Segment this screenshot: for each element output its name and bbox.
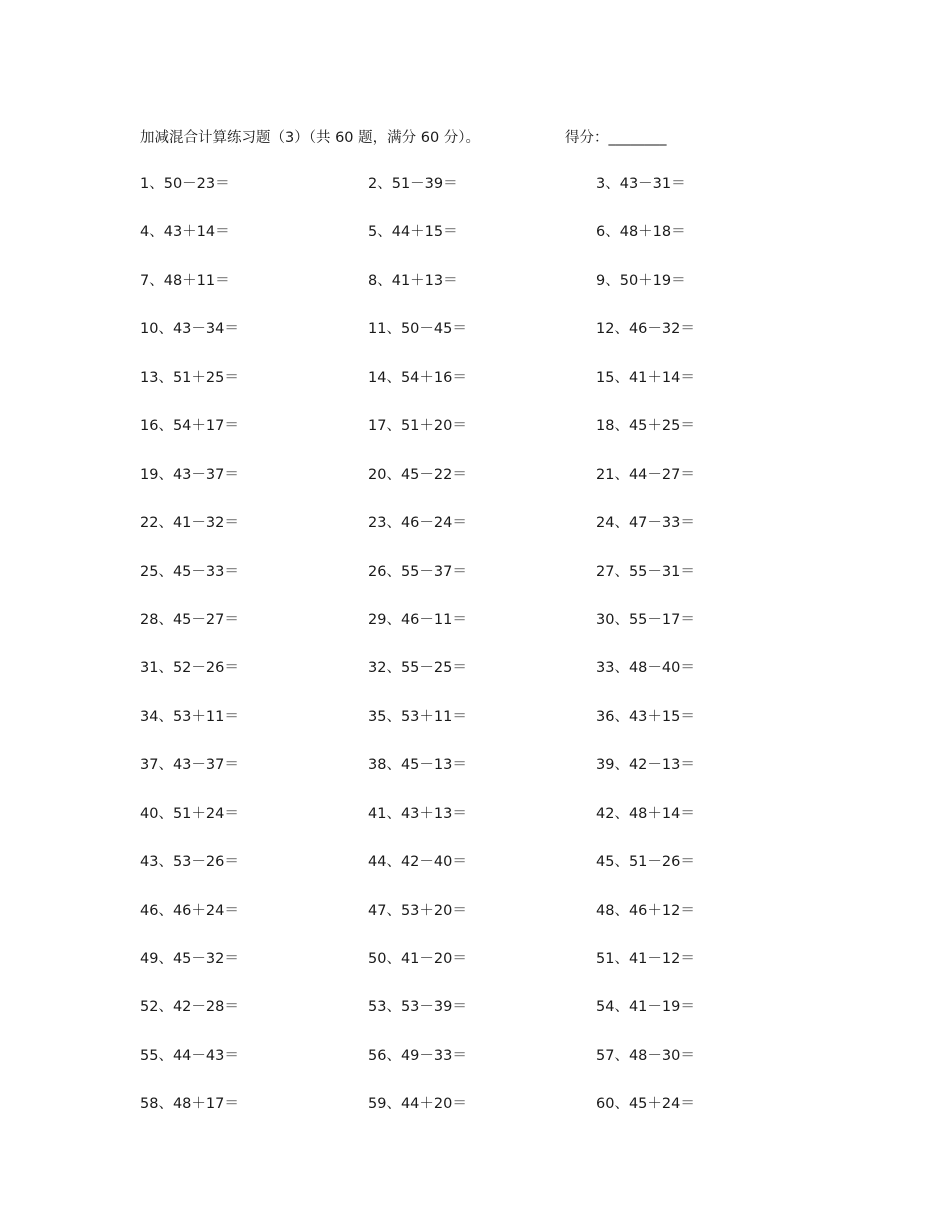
problem-item: 13、51＋25＝ [140,369,239,386]
problem-item: 15、41＋14＝ [596,369,695,386]
problem-item: 12、46－32＝ [596,321,695,338]
problem-item: 17、51＋20＝ [368,418,467,435]
problem-item: 37、43－37＝ [140,757,239,774]
problem-item: 5、44＋15＝ [368,224,458,241]
problem-item: 16、54＋17＝ [140,418,239,435]
problem-item: 32、55－25＝ [368,660,467,677]
problem-item: 47、53＋20＝ [368,902,467,919]
problem-item: 27、55－31＝ [596,563,695,580]
problem-item: 45、51－26＝ [596,854,695,871]
problem-item: 21、44－27＝ [596,466,695,483]
problem-item: 33、48－40＝ [596,660,695,677]
problem-item: 3、43－31＝ [596,176,686,192]
problem-item: 30、55－17＝ [596,611,695,628]
problem-item: 40、51＋24＝ [140,805,239,822]
problem-item: 18、45＋25＝ [596,418,695,435]
problem-item: 54、41－19＝ [596,999,695,1016]
problem-item: 20、45－22＝ [368,466,467,483]
problem-item: 26、55－37＝ [368,563,467,580]
problem-item: 42、48＋14＝ [596,805,695,822]
problem-item: 19、43－37＝ [140,466,239,483]
problem-item: 36、43＋15＝ [596,708,695,725]
problem-item: 50、41－20＝ [368,951,467,967]
problem-item: 10、43－34＝ [140,321,239,338]
problem-item: 48、46＋12＝ [596,902,695,919]
score-field: 得分：________ [565,130,667,146]
problem-item: 57、48－30＝ [596,1047,695,1064]
problem-item: 60、45＋24＝ [596,1096,695,1113]
problem-item: 24、47－33＝ [596,515,695,532]
worksheet-title: 加减混合计算练习题（3）（共 60 题，满分 60 分）。 [140,130,481,146]
problem-item: 29、46－11＝ [368,611,467,628]
problem-item: 1、50－23＝ [140,176,230,192]
problem-item: 58、48＋17＝ [140,1096,239,1113]
problem-item: 43、53－26＝ [140,854,239,871]
problem-item: 38、45－13＝ [368,757,467,774]
problem-grid [140,172,796,1141]
problem-item: 53、53－39＝ [368,999,467,1016]
problem-item: 9、50＋19＝ [596,272,686,289]
problem-item: 52、42－28＝ [140,999,239,1016]
problem-item: 28、45－27＝ [140,611,239,628]
problem-item: 39、42－13＝ [596,757,695,774]
problem-item: 7、48＋11＝ [140,272,230,289]
problem-item: 44、42－40＝ [368,854,467,871]
problem-item: 41、43＋13＝ [368,805,467,822]
problem-item: 59、44＋20＝ [368,1096,467,1113]
problem-item: 35、53＋11＝ [368,708,467,725]
problem-item: 46、46＋24＝ [140,902,239,919]
problem-item: 4、43＋14＝ [140,224,230,241]
problem-item: 11、50－45＝ [368,321,467,338]
problem-item: 49、45－32＝ [140,951,239,967]
problem-item: 14、54＋16＝ [368,369,467,386]
problem-item: 2、51－39＝ [368,176,458,192]
problem-item: 22、41－32＝ [140,515,239,532]
problem-item: 55、44－43＝ [140,1047,239,1064]
problem-item: 56、49－33＝ [368,1047,467,1064]
worksheet-header [140,126,840,150]
problem-item: 25、45－33＝ [140,563,239,580]
problem-item: 8、41＋13＝ [368,272,458,289]
problem-item: 51、41－12＝ [596,951,695,967]
problem-item: 23、46－24＝ [368,515,467,532]
problem-item: 31、52－26＝ [140,660,239,677]
problem-item: 6、48＋18＝ [596,224,686,241]
problem-item: 34、53＋11＝ [140,708,239,725]
